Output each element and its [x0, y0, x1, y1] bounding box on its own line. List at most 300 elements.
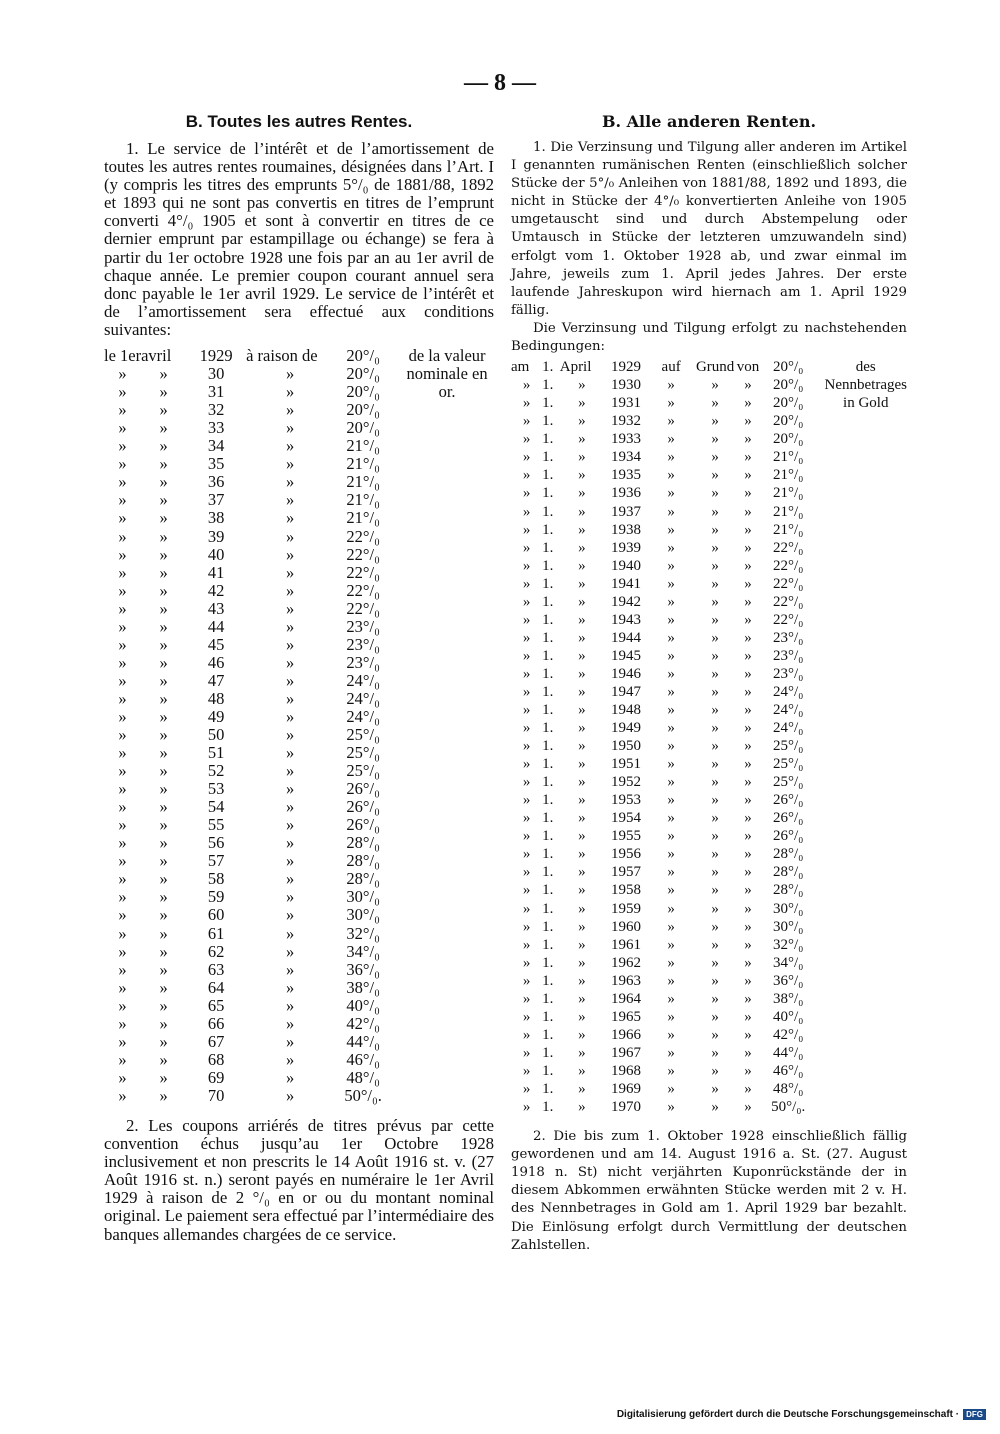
schedule-rate: 34°/₀	[773, 954, 804, 971]
schedule-day: 1.	[542, 1044, 554, 1061]
table-row	[104, 546, 494, 564]
ditto-mark: »	[744, 611, 752, 628]
ditto-mark: »	[285, 634, 295, 654]
table-row	[511, 990, 907, 1008]
schedule-day: 1.	[542, 972, 554, 989]
ditto-mark: »	[118, 508, 127, 528]
ditto-mark: »	[744, 900, 752, 917]
ditto-mark: »	[118, 472, 127, 492]
schedule-year: 1962	[610, 954, 641, 971]
schedule-rate: 40°/₀	[773, 1008, 804, 1025]
ditto-mark: »	[159, 725, 168, 745]
ditto-mark: »	[744, 792, 752, 809]
schedule-rate: 48°/₀	[346, 1067, 380, 1087]
table-row	[511, 809, 907, 827]
table-row	[511, 972, 907, 990]
ditto-mark: »	[667, 629, 675, 646]
ditto-mark: »	[522, 593, 531, 610]
ditto-mark: »	[159, 815, 168, 835]
schedule-year: 68	[207, 1049, 225, 1069]
schedule-rate: 22°/₀	[773, 611, 804, 628]
ditto-mark: »	[118, 779, 127, 799]
schedule-rate: 24°/₀	[773, 702, 804, 719]
ditto-mark: »	[159, 869, 168, 889]
ditto-mark: »	[711, 792, 719, 809]
schedule-year: 1930	[610, 377, 641, 394]
schedule-year: 1943	[610, 611, 641, 628]
table-row	[511, 936, 907, 954]
schedule-year: 1967	[610, 1044, 641, 1061]
schedule-year: 1957	[610, 864, 641, 881]
ditto-mark: »	[744, 431, 752, 448]
ditto-mark: »	[118, 815, 127, 835]
schedule-year: 1935	[610, 467, 641, 484]
ditto-mark: »	[578, 665, 586, 682]
ditto-mark: »	[159, 436, 168, 456]
table-row	[511, 466, 907, 484]
french-schedule-table	[104, 347, 494, 1105]
ditto-mark: »	[667, 539, 675, 556]
ditto-mark: »	[159, 652, 168, 672]
ditto-mark: »	[522, 882, 531, 899]
schedule-rate: 20°/₀	[773, 377, 804, 394]
ditto-mark: »	[285, 797, 295, 817]
ditto-mark: »	[744, 720, 752, 737]
schedule-rate: 34°/₀	[346, 941, 380, 961]
ditto-mark: »	[522, 900, 531, 917]
ditto-mark: »	[118, 923, 127, 943]
ditto-mark: »	[578, 774, 586, 791]
ditto-mark: »	[744, 665, 752, 682]
schedule-rate: 21°/₀	[773, 485, 804, 502]
schedule-rate: 50°/₀.	[344, 1085, 382, 1105]
schedule-day: 1.	[542, 395, 554, 412]
ditto-mark: »	[522, 557, 531, 574]
ditto-mark: »	[285, 454, 295, 474]
ditto-mark: »	[744, 1081, 752, 1097]
ditto-mark: »	[522, 864, 531, 881]
ditto-mark: »	[118, 941, 127, 961]
table-row	[104, 419, 494, 437]
ditto-mark: »	[711, 882, 719, 899]
ditto-mark: »	[522, 702, 531, 719]
table-row	[104, 870, 494, 888]
table-row	[511, 683, 907, 701]
ditto-mark: »	[744, 1026, 752, 1043]
schedule-rate: 36°/₀	[773, 972, 804, 989]
ditto-mark: »	[578, 467, 586, 484]
ditto-mark: »	[159, 833, 168, 853]
schedule-note: de la valeur nominale en or.	[406, 346, 488, 402]
ditto-mark: »	[522, 503, 531, 520]
ditto-mark: »	[744, 377, 752, 394]
schedule-rate: 24°/₀	[773, 683, 804, 700]
schedule-day: 1.	[542, 882, 554, 899]
table-row	[104, 726, 494, 744]
schedule-year: 51	[207, 743, 225, 763]
schedule-year: 56	[207, 833, 225, 853]
table-row	[104, 491, 494, 509]
ditto-mark: »	[667, 377, 675, 394]
ditto-mark: »	[744, 774, 752, 791]
schedule-rate: 40°/₀	[346, 995, 380, 1015]
ditto-mark: »	[711, 629, 719, 646]
schedule-rate: 42°/₀	[346, 1013, 380, 1033]
schedule-rate: 23°/₀	[346, 634, 380, 654]
ditto-mark: »	[118, 995, 127, 1015]
schedule-year: 1956	[610, 846, 641, 863]
ditto-mark: »	[159, 580, 168, 600]
ditto-mark: »	[285, 706, 295, 726]
ditto-mark: »	[711, 611, 719, 628]
ditto-mark: »	[159, 598, 168, 618]
german-paragraph-1: 1. Die Verzinsung und Tilgung aller anderen im Artikel I genannten rumänischen Renten (einschließlich solcher Stücke der 5°/₀ Anleihen von 1881/88, 1892 und 1893, die nicht in Stücke der 4°/₀ konvertierten Anleihe von 1905 umgetauscht sind und durch Abstempelung oder Umtausch in Stücke der letzteren umzuwandeln sind) erfolgt vom 1. Oktober 1928 ab, und zwar einmal im Jahre, jeweils zum 1. April jedes Jahres. Der erste laufende Jahreskupon wird hiernach am 1. April 1929 fällig.	[511, 140, 907, 318]
ditto-mark: »	[285, 743, 295, 763]
schedule-von: von	[736, 359, 760, 376]
table-row	[511, 521, 907, 539]
schedule-year: 70	[207, 1085, 225, 1105]
ditto-mark: »	[744, 810, 752, 827]
table-row	[511, 755, 907, 773]
ditto-mark: »	[522, 467, 531, 484]
schedule-year: 1965	[610, 1008, 641, 1025]
ditto-mark: »	[667, 467, 675, 484]
ditto-mark: »	[578, 449, 586, 466]
ditto-mark: »	[711, 1008, 719, 1025]
ditto-mark: »	[285, 688, 295, 708]
ditto-mark: »	[711, 972, 719, 989]
ditto-mark: »	[159, 688, 168, 708]
schedule-day: 1.	[542, 1081, 554, 1097]
ditto-mark: »	[578, 846, 586, 863]
schedule-day: 1.	[542, 900, 554, 917]
schedule-grund: Grund	[695, 359, 735, 376]
ditto-mark: »	[578, 864, 586, 881]
schedule-rate: 21°/₀	[346, 490, 380, 510]
schedule-rate: 24°/₀	[346, 706, 380, 726]
ditto-mark: »	[159, 977, 168, 997]
ditto-mark: »	[522, 828, 531, 845]
table-row	[511, 539, 907, 557]
ditto-mark: »	[118, 797, 127, 817]
schedule-year: 46	[207, 652, 225, 672]
schedule-year: 1948	[610, 702, 641, 719]
ditto-mark: »	[118, 869, 127, 889]
schedule-rate: 23°/₀	[773, 629, 804, 646]
schedule-rate: 32°/₀	[773, 936, 804, 953]
schedule-year: 1950	[610, 738, 641, 755]
ditto-mark: »	[744, 702, 752, 719]
table-row	[104, 798, 494, 816]
ditto-mark: »	[118, 580, 127, 600]
schedule-year: 34	[207, 436, 225, 456]
schedule-day: 1.	[542, 467, 554, 484]
ditto-mark: »	[522, 720, 531, 737]
table-row	[511, 611, 907, 629]
ditto-mark: »	[578, 413, 586, 430]
ditto-mark: »	[522, 611, 531, 628]
schedule-year: 1953	[610, 792, 641, 809]
ditto-mark: »	[711, 936, 719, 953]
ditto-mark: »	[522, 846, 531, 863]
table-row	[511, 358, 907, 376]
ditto-mark: »	[744, 846, 752, 863]
table-row	[104, 852, 494, 870]
schedule-day: 1.	[542, 846, 554, 863]
table-row	[104, 582, 494, 600]
ditto-mark: »	[118, 544, 127, 564]
table-row	[104, 744, 494, 762]
schedule-year: 1931	[610, 395, 641, 412]
ditto-mark: »	[285, 472, 295, 492]
ditto-mark: »	[744, 395, 752, 412]
ditto-mark: »	[711, 1062, 719, 1079]
ditto-mark: »	[667, 864, 675, 881]
table-row	[104, 925, 494, 943]
table-row	[511, 845, 907, 863]
table-row	[104, 1087, 494, 1105]
ditto-mark: »	[578, 575, 586, 592]
schedule-rate: 32°/₀	[346, 923, 380, 943]
schedule-rate: 23°/₀	[773, 665, 804, 682]
schedule-rate: 22°/₀	[773, 575, 804, 592]
ditto-mark: »	[522, 1099, 531, 1116]
schedule-rate: 20°/₀	[773, 395, 804, 412]
ditto-mark: »	[522, 954, 531, 971]
ditto-mark: »	[285, 1067, 295, 1087]
table-row	[104, 906, 494, 924]
ditto-mark: »	[118, 1067, 127, 1087]
ditto-mark: »	[667, 395, 675, 412]
ditto-mark: »	[578, 377, 586, 394]
ditto-mark: »	[744, 539, 752, 556]
schedule-auf: auf	[661, 359, 681, 376]
ditto-mark: »	[578, 918, 586, 935]
ditto-mark: »	[578, 395, 586, 412]
schedule-day: 1.	[542, 611, 554, 628]
schedule-year: 35	[207, 454, 225, 474]
ditto-mark: »	[667, 990, 675, 1007]
schedule-year: 55	[207, 815, 225, 835]
schedule-rate: 20°/₀	[346, 382, 380, 402]
schedule-day: 1.	[542, 647, 554, 664]
ditto-mark: »	[711, 539, 719, 556]
ditto-mark: »	[744, 629, 752, 646]
ditto-mark: »	[285, 995, 295, 1015]
ditto-mark: »	[159, 1031, 168, 1051]
ditto-mark: »	[118, 670, 127, 690]
table-row	[104, 979, 494, 997]
schedule-rate: 44°/₀	[773, 1044, 804, 1061]
ditto-mark: »	[667, 738, 675, 755]
ditto-mark: »	[711, 593, 719, 610]
schedule-year: 1960	[610, 918, 641, 935]
ditto-mark: »	[159, 382, 168, 402]
ditto-mark: »	[578, 828, 586, 845]
schedule-rate: 22°/₀	[773, 539, 804, 556]
schedule-year: 52	[207, 761, 225, 781]
schedule-year: 1934	[610, 449, 641, 466]
ditto-mark: »	[118, 977, 127, 997]
ditto-mark: »	[159, 851, 168, 871]
schedule-day: 1.	[542, 792, 554, 809]
ditto-mark: »	[667, 936, 675, 953]
schedule-day: 1.	[542, 575, 554, 592]
ditto-mark: »	[285, 725, 295, 745]
ditto-mark: »	[118, 382, 127, 402]
table-row	[511, 773, 907, 791]
ditto-mark: »	[744, 467, 752, 484]
table-row	[511, 719, 907, 737]
table-row	[511, 1098, 907, 1116]
ditto-mark: »	[744, 593, 752, 610]
ditto-mark: »	[667, 557, 675, 574]
schedule-rate: 26°/₀	[773, 792, 804, 809]
schedule-year: 57	[207, 851, 225, 871]
schedule-rate: 24°/₀	[346, 688, 380, 708]
ditto-mark: »	[578, 683, 586, 700]
ditto-mark: »	[522, 792, 531, 809]
ditto-mark: »	[744, 1062, 752, 1079]
ditto-mark: »	[667, 1099, 675, 1116]
schedule-year: 50	[207, 725, 225, 745]
dfg-logo: DFG	[963, 1409, 986, 1420]
ditto-mark: »	[118, 490, 127, 510]
ditto-mark: »	[744, 485, 752, 502]
table-row	[511, 647, 907, 665]
schedule-rate: 38°/₀	[773, 990, 804, 1007]
ditto-mark: »	[118, 652, 127, 672]
schedule-rate: 48°/₀	[773, 1081, 804, 1097]
ditto-mark: »	[667, 846, 675, 863]
schedule-rate: 24°/₀	[773, 720, 804, 737]
german-heading: B. Alle anderen Renten.	[601, 112, 817, 131]
schedule-rate: 26°/₀	[773, 810, 804, 827]
table-row	[511, 412, 907, 430]
ditto-mark: »	[118, 959, 127, 979]
ditto-mark: »	[744, 936, 752, 953]
ditto-mark: »	[522, 413, 531, 430]
ditto-mark: »	[667, 1044, 675, 1061]
ditto-mark: »	[118, 634, 127, 654]
schedule-rate: 46°/₀	[346, 1049, 380, 1069]
schedule-rate: 26°/₀	[346, 779, 380, 799]
ditto-mark: »	[711, 864, 719, 881]
schedule-year: 1959	[610, 900, 641, 917]
schedule-day: 1.	[542, 683, 554, 700]
table-row	[511, 430, 907, 448]
ditto-mark: »	[667, 774, 675, 791]
ditto-mark: »	[522, 575, 531, 592]
ditto-mark: »	[159, 544, 168, 564]
ditto-mark: »	[711, 828, 719, 845]
ditto-mark: »	[285, 364, 295, 384]
schedule-day: 1.	[542, 593, 554, 610]
ditto-mark: »	[522, 665, 531, 682]
schedule-rate: 25°/₀	[773, 774, 804, 791]
schedule-year: 1944	[610, 629, 641, 646]
ditto-mark: »	[711, 1099, 719, 1116]
table-row	[104, 816, 494, 834]
ditto-mark: »	[118, 743, 127, 763]
ditto-mark: »	[578, 792, 586, 809]
ditto-mark: »	[578, 611, 586, 628]
schedule-year: 1932	[610, 413, 641, 430]
table-row	[511, 557, 907, 575]
table-row	[511, 1080, 907, 1098]
ditto-mark: »	[578, 1008, 586, 1025]
ditto-mark: »	[118, 454, 127, 474]
ditto-mark: »	[522, 1008, 531, 1025]
french-paragraph-2: 2. Les coupons arriérés de titres prévus par cette convention échus jusqu’au 1er Octobre 1928 inclusivement et non prescrits le 14 Août 1916 st. v. (27 Août 1916 st. n.) seront payés en numéraire le 1er Avril 1929 à raison de 2 °/₀ en or ou du montant nominal original. Le paiement sera effectué par l’intermédiaire des banques allemandes chargées de ce service.	[104, 1116, 494, 1244]
schedule-year: 49	[207, 706, 225, 726]
table-row	[104, 672, 494, 690]
schedule-rate: 20°/₀	[773, 431, 804, 448]
schedule-year: 1936	[610, 485, 641, 502]
ditto-mark: »	[159, 490, 168, 510]
schedule-year: 1954	[610, 810, 641, 827]
table-row	[104, 347, 494, 365]
schedule-year: 60	[207, 905, 225, 925]
ditto-mark: »	[744, 449, 752, 466]
ditto-mark: »	[118, 1085, 127, 1105]
ditto-mark: »	[159, 400, 168, 420]
schedule-rate: 22°/₀	[346, 598, 380, 618]
schedule-year: 30	[207, 364, 225, 384]
schedule-rate: 30°/₀	[346, 905, 380, 925]
schedule-year: 1958	[610, 882, 641, 899]
table-row	[511, 1062, 907, 1080]
ditto-mark: »	[159, 1085, 168, 1105]
ditto-mark: »	[744, 575, 752, 592]
ditto-mark: »	[578, 557, 586, 574]
table-row	[104, 437, 494, 455]
ditto-mark: »	[711, 990, 719, 1007]
schedule-rate: 21°/₀	[773, 521, 804, 538]
schedule-rate: 22°/₀	[346, 544, 380, 564]
schedule-year: 53	[207, 779, 225, 799]
schedule-rate: 38°/₀	[346, 977, 380, 997]
table-row	[511, 827, 907, 845]
schedule-day: 1.	[542, 990, 554, 1007]
ditto-mark: »	[285, 761, 295, 781]
ditto-mark: »	[285, 436, 295, 456]
ditto-mark: »	[667, 900, 675, 917]
ditto-mark: »	[118, 761, 127, 781]
ditto-mark: »	[522, 377, 531, 394]
schedule-year: 1955	[610, 828, 641, 845]
ditto-mark: »	[118, 418, 127, 438]
ditto-mark: »	[578, 972, 586, 989]
schedule-rate: 28°/₀	[773, 882, 804, 899]
ditto-mark: »	[522, 936, 531, 953]
ditto-mark: »	[667, 792, 675, 809]
schedule-year: 1970	[610, 1099, 641, 1116]
ditto-mark: »	[285, 1031, 295, 1051]
ditto-mark: »	[118, 562, 127, 582]
ditto-mark: »	[744, 557, 752, 574]
schedule-year: 64	[207, 977, 225, 997]
schedule-day: 1.	[542, 936, 554, 953]
schedule-day: 1.	[542, 810, 554, 827]
schedule-day: 1.	[542, 864, 554, 881]
schedule-day: 1.	[542, 413, 554, 430]
ditto-mark: »	[667, 485, 675, 502]
ditto-mark: »	[711, 702, 719, 719]
footer-credit	[617, 1409, 986, 1420]
ditto-mark: »	[159, 418, 168, 438]
ditto-mark: »	[285, 670, 295, 690]
